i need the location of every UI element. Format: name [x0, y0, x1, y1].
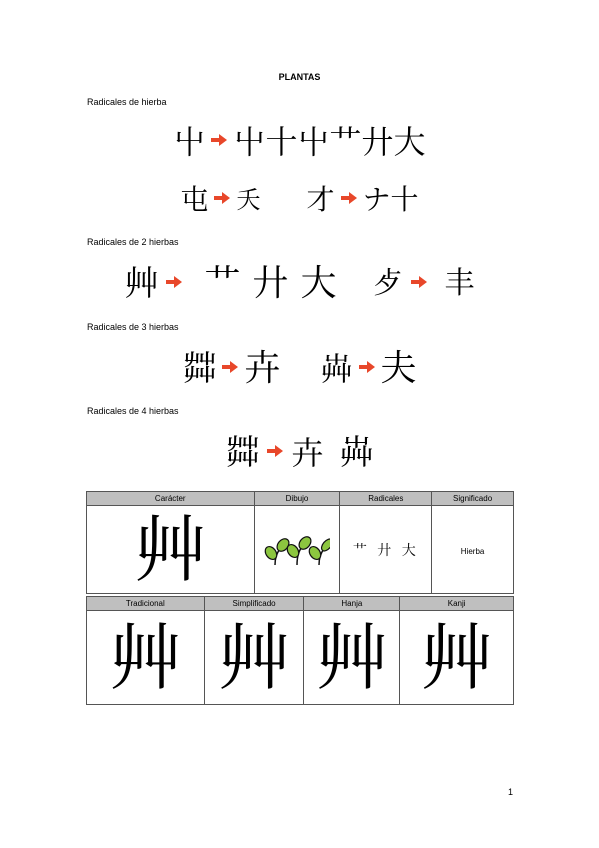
right-arrow-icon — [359, 360, 375, 378]
right-arrow-icon — [411, 275, 427, 293]
radical-row-4 — [0, 345, 599, 393]
sprouts-icon — [264, 556, 330, 573]
derived-character: ナ — [362, 183, 391, 216]
right-arrow-icon — [166, 275, 182, 293]
header-character: Carácter — [87, 492, 255, 506]
derived-character: 艹 — [204, 263, 241, 304]
right-arrow-icon — [341, 191, 357, 209]
section-label-three-herbs: Radicales de 3 hierbas — [87, 322, 179, 332]
right-arrow-icon — [214, 191, 230, 209]
character-info-table — [86, 491, 514, 594]
page-title: PLANTAS — [278, 72, 321, 82]
main-character: 艸 — [134, 507, 207, 592]
right-arrow-icon — [267, 444, 283, 462]
header-simplified: Simplificado — [204, 597, 304, 611]
radical-row-1 — [0, 122, 599, 162]
meaning-text: Hierba — [460, 546, 485, 556]
hanja-character: 艸 — [315, 615, 388, 700]
section-label-herb: Radicales de hierba — [87, 97, 167, 107]
radical-row-3 — [0, 260, 599, 308]
source-character: 芔 — [320, 350, 353, 388]
variants-table — [86, 596, 514, 705]
source-character: 歺 — [372, 266, 403, 301]
radical-row-5 — [0, 430, 599, 476]
source-character: 屯 — [180, 183, 209, 216]
traditional-character: 艸 — [109, 615, 182, 700]
kanji-character: 艸 — [420, 615, 493, 700]
source-character: 艸 — [124, 264, 159, 304]
derived-character: 廾 — [252, 263, 289, 304]
source-character: 茻 — [225, 433, 260, 473]
derived-character: 大 — [300, 263, 337, 304]
derived-character: 卉 — [291, 434, 324, 472]
derived-character: 屮 — [297, 123, 330, 161]
derived-character: 十 — [390, 183, 419, 216]
source-character: 才 — [306, 183, 335, 216]
section-label-four-herbs: Radicales de 4 hierbas — [87, 406, 179, 416]
header-traditional: Tradicional — [87, 597, 205, 611]
page-number: 1 — [508, 787, 514, 797]
derived-character: 屮 — [233, 123, 266, 161]
right-arrow-icon — [222, 360, 238, 378]
header-drawing: Dibujo — [254, 492, 340, 506]
simplified-character: 艸 — [218, 615, 291, 700]
radical-row-2 — [0, 182, 599, 218]
derived-character: 大 — [393, 123, 426, 161]
derived-character: 丰 — [444, 266, 475, 301]
derived-character: 廾 — [361, 123, 394, 161]
source-character: 茻 — [182, 349, 217, 389]
source-character: 屮 — [173, 123, 206, 161]
section-label-two-herbs: Radicales de 2 hierbas — [87, 237, 179, 247]
derived-character: 卉 — [244, 348, 281, 389]
header-meaning: Significado — [432, 492, 514, 506]
radicals-list: 艹 廾 大 — [352, 542, 419, 559]
header-kanji: Kanji — [400, 597, 514, 611]
derived-character: 芔 — [339, 433, 374, 473]
right-arrow-icon — [211, 133, 227, 151]
derived-character: 夭 — [236, 186, 261, 214]
derived-character: 夫 — [380, 348, 417, 389]
derived-character: 艹 — [329, 123, 362, 161]
derived-character: 十 — [265, 123, 298, 161]
header-radicals: Radicales — [340, 492, 432, 506]
header-hanja: Hanja — [304, 597, 400, 611]
